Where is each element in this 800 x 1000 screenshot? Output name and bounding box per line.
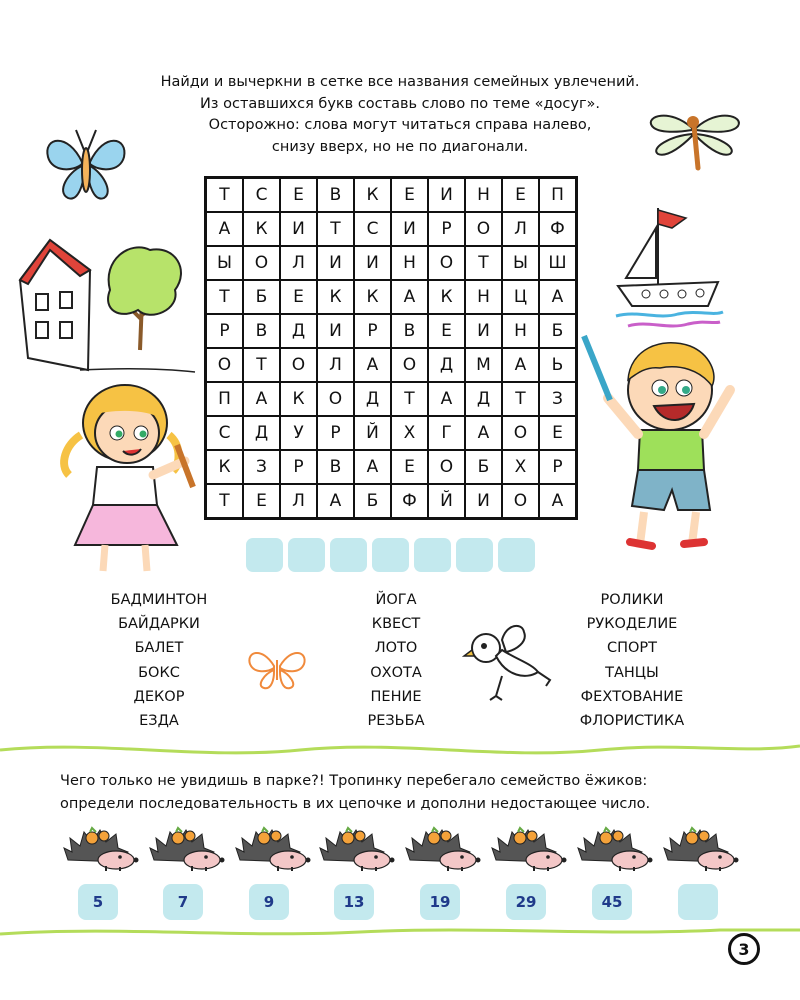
- grid-cell[interactable]: А: [391, 280, 428, 314]
- grid-cell[interactable]: Т: [206, 280, 243, 314]
- missing-number-box[interactable]: [678, 884, 718, 920]
- answer-cell[interactable]: [288, 538, 325, 572]
- grid-cell[interactable]: Д: [354, 382, 391, 416]
- grid-cell[interactable]: О: [465, 212, 502, 246]
- grid-cell[interactable]: С: [206, 416, 243, 450]
- grid-cell[interactable]: Р: [206, 314, 243, 348]
- grid-cell[interactable]: Р: [280, 450, 317, 484]
- hedgehog-icon: [662, 826, 740, 872]
- grid-cell[interactable]: Т: [317, 212, 354, 246]
- answer-cell[interactable]: [456, 538, 493, 572]
- instructions: [100, 72, 700, 158]
- grid-cell[interactable]: К: [280, 382, 317, 416]
- instruction-line: Из оставшихся букв составь слово по теме «досуг».: [199, 95, 601, 112]
- grid-cell[interactable]: Н: [391, 246, 428, 280]
- grid-cell[interactable]: О: [317, 382, 354, 416]
- grid-cell[interactable]: В: [243, 314, 280, 348]
- grid-cell[interactable]: К: [243, 212, 280, 246]
- task-line: определи последовательность в их цепочке и дополни недостающее число.: [60, 796, 651, 812]
- grid-cell[interactable]: О: [502, 416, 539, 450]
- word-list-2: [346, 588, 446, 733]
- grid-cell[interactable]: А: [539, 484, 576, 518]
- grid-cell[interactable]: И: [317, 246, 354, 280]
- grid-cell[interactable]: Х: [502, 450, 539, 484]
- grid-cell[interactable]: А: [354, 450, 391, 484]
- grid-cell[interactable]: А: [243, 382, 280, 416]
- word-list-1: [100, 588, 218, 733]
- word-item: ТАНЦЫ: [605, 664, 659, 681]
- grid-cell[interactable]: Р: [428, 212, 465, 246]
- grid-cell[interactable]: П: [539, 178, 576, 212]
- grid-cell[interactable]: И: [354, 246, 391, 280]
- word-item: КВЕСТ: [371, 616, 421, 633]
- word-list-3: [568, 588, 696, 733]
- grid-cell[interactable]: З: [243, 450, 280, 484]
- section-divider: [0, 736, 800, 762]
- grid-cell[interactable]: Т: [465, 246, 502, 280]
- grid-cell[interactable]: О: [502, 484, 539, 518]
- grid-cell[interactable]: А: [465, 416, 502, 450]
- instruction-line: Осторожно: слова могут читаться справа налево,: [208, 117, 592, 133]
- grid-cell[interactable]: Б: [354, 484, 391, 518]
- grid-cell[interactable]: В: [391, 314, 428, 348]
- grid-cell[interactable]: З: [539, 382, 576, 416]
- grid-cell[interactable]: Д: [428, 348, 465, 382]
- grid-cell[interactable]: Х: [391, 416, 428, 450]
- butterfly-illustration: [38, 122, 134, 208]
- grid-cell[interactable]: Ы: [206, 246, 243, 280]
- grid-cell[interactable]: У: [280, 416, 317, 450]
- grid-cell[interactable]: Е: [391, 450, 428, 484]
- grid-cell[interactable]: Б: [465, 450, 502, 484]
- hedgehog-icon: [148, 826, 226, 872]
- task-line: Чего только не увидишь в парке?! Тропинку перебегало семейство ёжиков:: [60, 773, 648, 789]
- instruction-line: снизу вверх, но не по диагонали.: [271, 138, 529, 155]
- grid-cell[interactable]: Р: [354, 314, 391, 348]
- grid-cell[interactable]: С: [354, 212, 391, 246]
- grid-cell[interactable]: Н: [465, 280, 502, 314]
- grid-cell[interactable]: А: [206, 212, 243, 246]
- grid-cell[interactable]: Ы: [502, 246, 539, 280]
- letter-grid: [204, 176, 578, 520]
- grid-cell[interactable]: И: [317, 314, 354, 348]
- grid-cell[interactable]: Л: [280, 246, 317, 280]
- grid-cell[interactable]: К: [317, 280, 354, 314]
- hedgehog-icon: [62, 826, 140, 872]
- grid-cell[interactable]: И: [280, 212, 317, 246]
- hedgehog-icon: [318, 826, 396, 872]
- hedgehog-icon: [576, 826, 654, 872]
- grid-cell[interactable]: Д: [280, 314, 317, 348]
- word-item: БОКС: [138, 664, 180, 681]
- grid-cell[interactable]: Ь: [539, 348, 576, 382]
- grid-cell[interactable]: К: [354, 178, 391, 212]
- word-item: ЙОГА: [375, 592, 417, 608]
- grid-cell[interactable]: Й: [354, 416, 391, 450]
- answer-cell[interactable]: [498, 538, 535, 572]
- instruction-line: Найди и вычеркни в сетке все названия семейных увлечений.: [160, 74, 640, 90]
- grid-cell[interactable]: И: [391, 212, 428, 246]
- grid-cell[interactable]: Й: [428, 484, 465, 518]
- grid-cell[interactable]: Р: [539, 450, 576, 484]
- grid-cell[interactable]: Е: [243, 484, 280, 518]
- grid-cell[interactable]: К: [354, 280, 391, 314]
- word-item: РОЛИКИ: [600, 592, 664, 608]
- grid-cell[interactable]: Е: [428, 314, 465, 348]
- hedgehog-icon: [490, 826, 568, 872]
- word-item: БАДМИНТОН: [110, 592, 208, 608]
- answer-cell[interactable]: [330, 538, 367, 572]
- grid-cell[interactable]: Л: [502, 212, 539, 246]
- grid-cell[interactable]: Д: [465, 382, 502, 416]
- grid-cell[interactable]: О: [428, 246, 465, 280]
- word-item: ПЕНИЕ: [370, 688, 422, 705]
- word-item: РЕЗЬБА: [367, 713, 425, 730]
- sequence-number: 5: [78, 884, 118, 920]
- grid-cell[interactable]: М: [465, 348, 502, 382]
- boy-illustration: [580, 330, 750, 560]
- grid-cell[interactable]: И: [428, 178, 465, 212]
- grid-cell[interactable]: Т: [243, 348, 280, 382]
- grid-cell[interactable]: Л: [280, 484, 317, 518]
- grid-cell[interactable]: Г: [428, 416, 465, 450]
- grid-cell[interactable]: Ш: [539, 246, 576, 280]
- grid-cell[interactable]: О: [391, 348, 428, 382]
- task-two-text: [60, 770, 740, 816]
- grid-cell[interactable]: К: [206, 450, 243, 484]
- word-item: ОХОТА: [370, 664, 422, 681]
- grid-cell[interactable]: И: [465, 484, 502, 518]
- answer-boxes: [246, 538, 535, 572]
- word-item: БАЙДАРКИ: [118, 616, 200, 633]
- grid-cell[interactable]: Ц: [502, 280, 539, 314]
- grid-cell[interactable]: А: [354, 348, 391, 382]
- grid-cell[interactable]: Т: [502, 382, 539, 416]
- sequence-number: 29: [506, 884, 546, 920]
- grid-cell[interactable]: Ф: [391, 484, 428, 518]
- answer-cell[interactable]: [414, 538, 451, 572]
- grid-cell[interactable]: Е: [502, 178, 539, 212]
- grid-cell[interactable]: Е: [280, 178, 317, 212]
- grid-cell[interactable]: В: [317, 450, 354, 484]
- grid-cell[interactable]: А: [502, 348, 539, 382]
- word-item: ЛОТО: [374, 640, 418, 657]
- bird-icon: [462, 620, 552, 704]
- hedgehog-icon: [404, 826, 482, 872]
- grid-cell[interactable]: Б: [539, 314, 576, 348]
- grid-cell[interactable]: В: [317, 178, 354, 212]
- word-item: ФЕХТОВАНИЕ: [580, 688, 684, 705]
- grid-cell[interactable]: Н: [465, 178, 502, 212]
- grid-cell[interactable]: О: [243, 246, 280, 280]
- sequence-number: 7: [163, 884, 203, 920]
- sequence-number: 45: [592, 884, 632, 920]
- grid-cell[interactable]: Л: [317, 348, 354, 382]
- word-item: БАЛЕТ: [134, 640, 184, 657]
- grid-cell[interactable]: Б: [243, 280, 280, 314]
- bottom-divider: [0, 922, 800, 942]
- dragonfly-illustration: [640, 98, 750, 172]
- hedgehog-icon: [234, 826, 312, 872]
- grid-cell[interactable]: П: [206, 382, 243, 416]
- grid-cell[interactable]: О: [428, 450, 465, 484]
- word-item: СПОРТ: [606, 640, 658, 657]
- grid-cell[interactable]: К: [428, 280, 465, 314]
- grid-cell[interactable]: Р: [317, 416, 354, 450]
- grid-cell[interactable]: Д: [243, 416, 280, 450]
- word-item: РУКОДЕЛИЕ: [586, 616, 678, 633]
- boat-illustration: [608, 198, 728, 338]
- house-tree-illustration: [10, 230, 200, 380]
- sequence-number: 13: [334, 884, 374, 920]
- grid-cell[interactable]: А: [317, 484, 354, 518]
- grid-cell[interactable]: С: [243, 178, 280, 212]
- sequence-number: 19: [420, 884, 460, 920]
- sequence-number: 9: [249, 884, 289, 920]
- grid-cell[interactable]: А: [539, 280, 576, 314]
- grid-cell[interactable]: Т: [206, 484, 243, 518]
- word-item: ЕЗДА: [139, 713, 179, 730]
- grid-cell[interactable]: Е: [391, 178, 428, 212]
- grid-cell[interactable]: И: [465, 314, 502, 348]
- grid-cell[interactable]: Е: [539, 416, 576, 450]
- word-item: ДЕКОР: [133, 688, 185, 705]
- grid-cell[interactable]: Н: [502, 314, 539, 348]
- grid-cell[interactable]: Т: [206, 178, 243, 212]
- page-number: 3: [728, 933, 760, 965]
- grid-cell[interactable]: Т: [391, 382, 428, 416]
- answer-cell[interactable]: [372, 538, 409, 572]
- grid-cell[interactable]: Ф: [539, 212, 576, 246]
- grid-cell[interactable]: О: [280, 348, 317, 382]
- grid-cell[interactable]: О: [206, 348, 243, 382]
- grid-cell[interactable]: Е: [280, 280, 317, 314]
- grid-cell[interactable]: А: [428, 382, 465, 416]
- word-item: ФЛОРИСТИКА: [579, 713, 685, 730]
- answer-cell[interactable]: [246, 538, 283, 572]
- girl-illustration: [45, 375, 205, 575]
- small-butterfly-icon: [244, 644, 310, 690]
